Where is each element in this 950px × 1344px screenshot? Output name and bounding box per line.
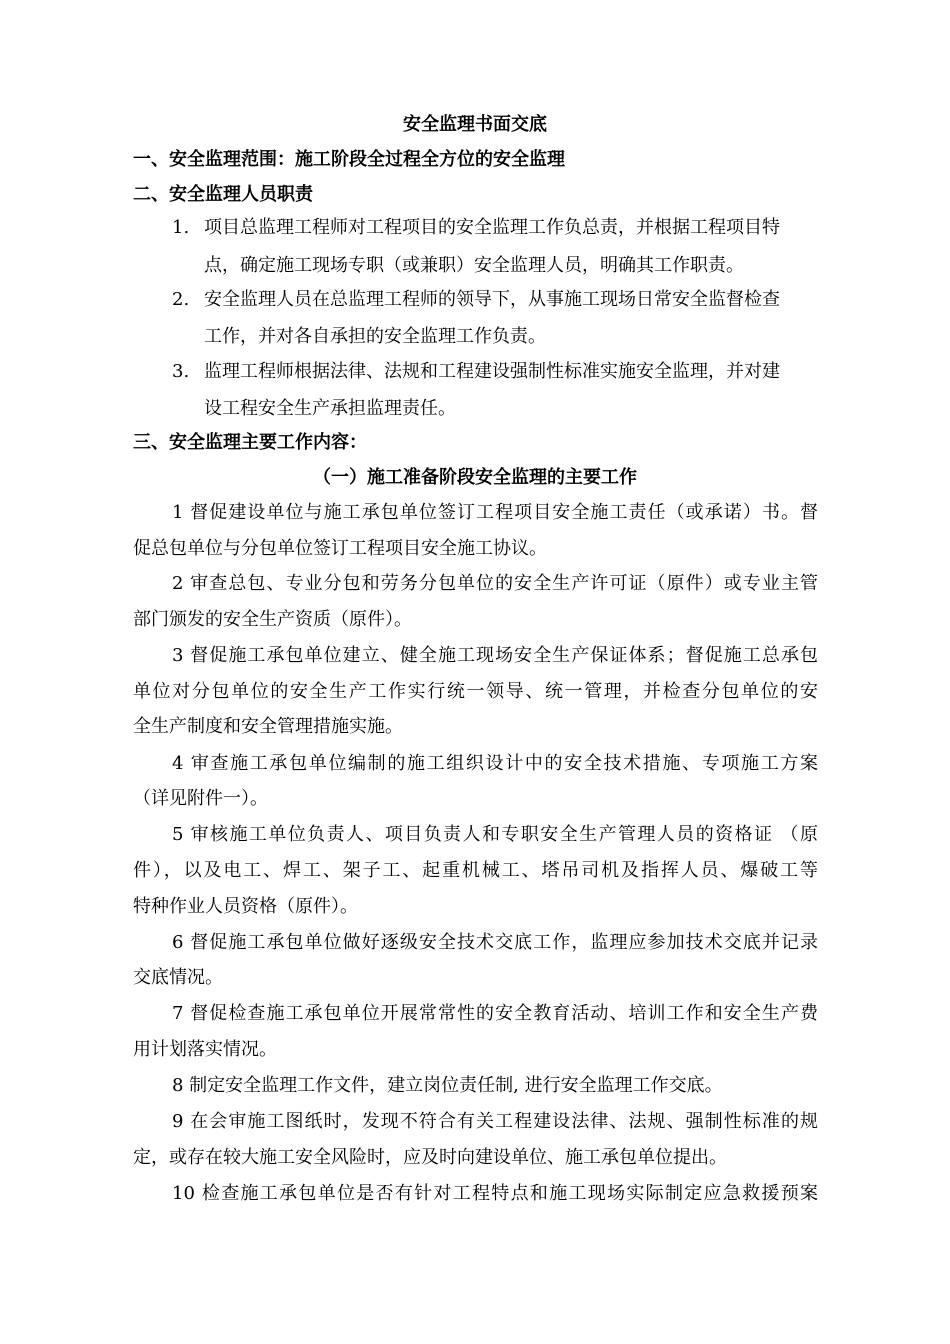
paragraph-4-line-2: （详见附件一）。 (133, 788, 268, 809)
duty-number: 1. (172, 217, 190, 238)
section-heading-1: 一、安全监理范围：施工阶段全过程全方位的安全监理 (133, 149, 565, 170)
paragraph-5-line-1: 5 审核施工单位负责人、项目负责人和专职安全生产管理人员的资格证 （原 (172, 824, 818, 845)
document-title: 安全监理书面交底 (403, 114, 547, 135)
paragraph-10-line-1: 10 检查施工承包单位是否有针对工程特点和施工现场实际制定应急救援预案 (172, 1183, 818, 1204)
paragraph-8-line-1: 8 制定安全监理工作文件，建立岗位责任制, 进行安全监理工作交底。 (172, 1075, 723, 1096)
duty-text: 项目总监理工程师对工程项目的安全监理工作负总责，并根据工程项目特 (204, 217, 780, 238)
paragraph-6-line-2: 交底情况。 (133, 967, 223, 988)
paragraph-5-line-2: 件），以及电工、焊工、架子工、起重机械工、塔吊司机及指挥人员、爆破工等 (133, 860, 818, 881)
paragraph-9-line-2: 定，或存在较大施工安全风险时，应及时向建设单位、施工承包单位提出。 (133, 1147, 727, 1168)
subsection-heading: （一）施工准备阶段安全监理的主要工作 (313, 467, 637, 488)
duty-item-1 (172, 217, 780, 239)
paragraph-3-line-3: 全生产制度和安全管理措施实施。 (133, 716, 403, 737)
paragraph-5-line-3: 特种作业人员资格（原件）。 (133, 896, 358, 917)
paragraph-7-line-2: 用计划落实情况。 (133, 1039, 277, 1060)
duty-item-3 (172, 361, 780, 383)
paragraph-7-line-1: 7 督促检查施工承包单位开展常常性的安全教育活动、培训工作和安全生产费 (172, 1003, 818, 1024)
duty-number: 2. (172, 289, 190, 310)
section-heading-2: 二、安全监理人员职责 (133, 184, 313, 205)
duty-number: 3. (172, 361, 190, 382)
paragraph-9-line-1: 9 在会审施工图纸时，发现不符合有关工程建设法律、法规、强制性标准的规 (172, 1111, 818, 1132)
duty-item-1-cont: 点，确定施工现场专职（或兼职）安全监理人员，明确其工作职责。 (204, 255, 744, 276)
paragraph-2-line-2: 部门颁发的安全生产资质（原件）。 (133, 609, 412, 630)
paragraph-2-line-1: 2 审查总包、专业分包和劳务分包单位的安全生产许可证（原件）或专业主管 (172, 573, 818, 594)
duty-text: 安全监理人员在总监理工程师的领导下，从事施工现场日常安全监督检查 (204, 289, 780, 310)
duty-item-2-cont: 工作，并对各自承担的安全监理工作负责。 (204, 326, 546, 347)
paragraph-1-line-1: 1 督促建设单位与施工承包单位签订工程项目安全施工责任（或承诺）书。督 (172, 502, 818, 523)
paragraph-6-line-1: 6 督促施工承包单位做好逐级安全技术交底工作，监理应参加技术交底并记录 (172, 932, 818, 953)
paragraph-3-line-2: 单位对分包单位的安全生产工作实行统一领导、统一管理，并检查分包单位的安 (133, 681, 818, 702)
duty-item-2 (172, 289, 780, 311)
duty-item-3-cont: 设工程安全生产承担监理责任。 (204, 398, 456, 419)
paragraph-3-line-1: 3 督促施工承包单位建立、健全施工现场安全生产保证体系；督促施工总承包 (172, 645, 818, 666)
paragraph-1-line-2: 促总包单位与分包单位签订工程项目安全施工协议。 (133, 538, 547, 559)
duty-text: 监理工程师根据法律、法规和工程建设强制性标准实施安全监理，并对建 (204, 361, 780, 382)
section-heading-3: 三、安全监理主要工作内容： (133, 432, 367, 453)
paragraph-4-line-1: 4 审查施工承包单位编制的施工组织设计中的安全技术措施、专项施工方案 (172, 753, 818, 774)
